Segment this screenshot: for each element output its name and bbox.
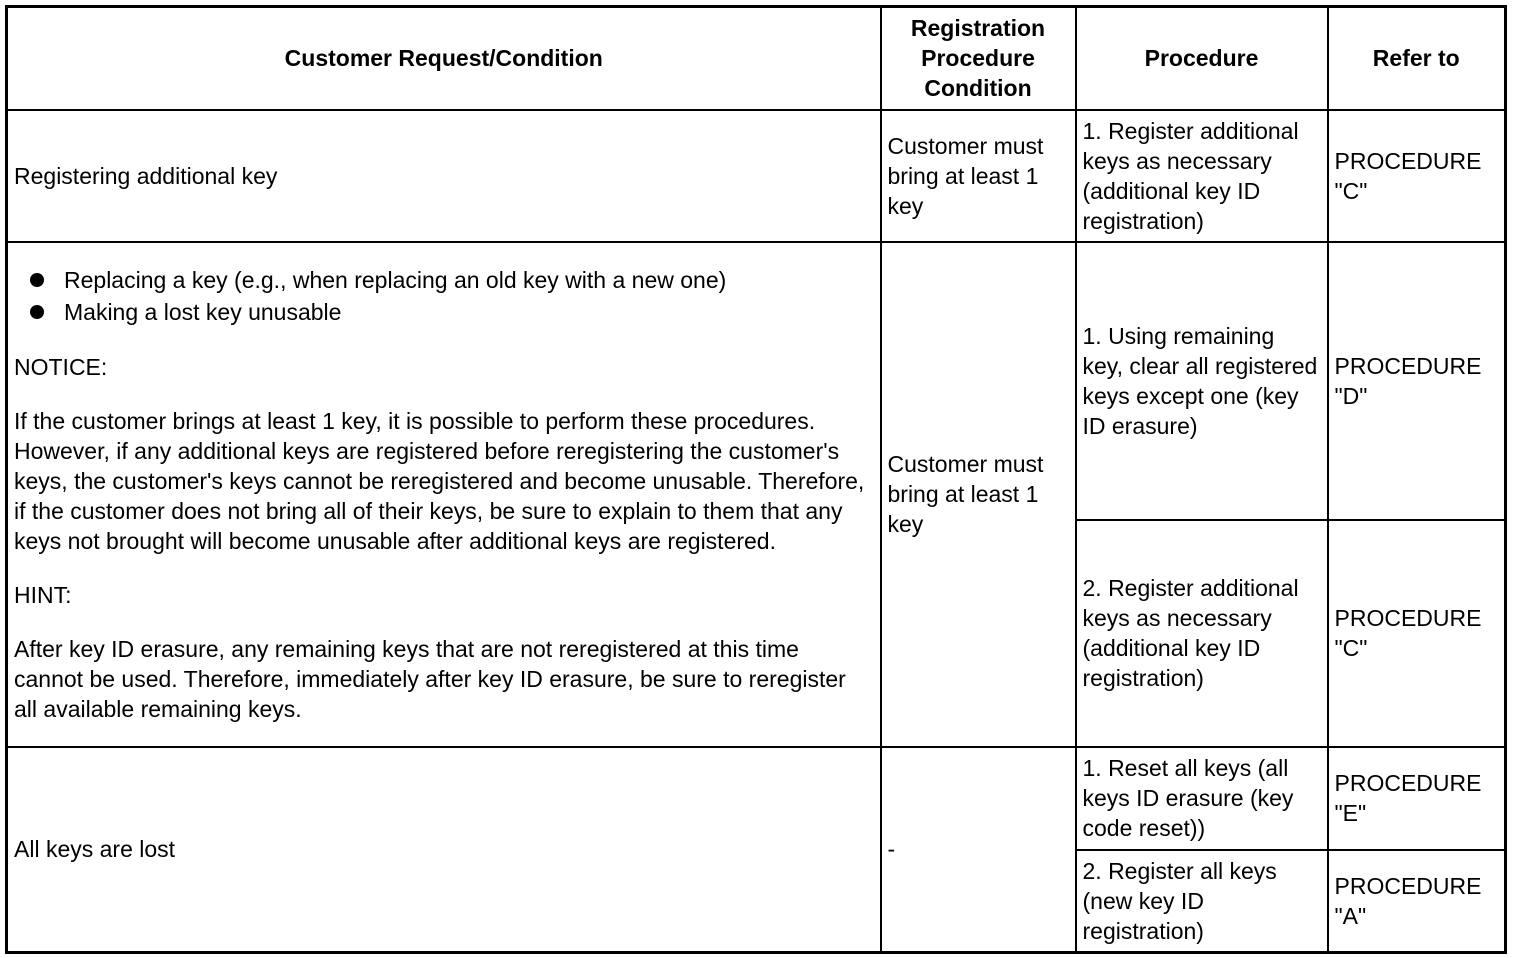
table-row — [7, 110, 1506, 242]
request-bullet-list — [14, 264, 874, 328]
header-row — [7, 7, 1506, 110]
refer-cell: PROCEDURE "C" — [1328, 520, 1506, 747]
refer-cell: PROCEDURE "C" — [1328, 110, 1506, 242]
header-customer-request: Customer Request/Condition — [7, 7, 881, 110]
bullet-icon — [30, 273, 44, 287]
bullet-text: Replacing a key (e.g., when replacing an old key with a new one) — [64, 267, 727, 293]
header-refer-to: Refer to — [1328, 7, 1506, 110]
key-registration-procedure-table — [5, 5, 1507, 954]
notice-text: If the customer brings at least 1 key, it is possible to perform these procedures. However, if any additional keys are registered before reregistering the customer's keys, the customer's keys cannot be reregistered and become unusable. Therefore, if the customer does not bring all of their keys, be sure to explain to them that any keys not brought will become unusable after additional keys are registered. — [14, 408, 865, 554]
table-row — [7, 242, 1506, 520]
procedure-cell: 1. Reset all keys (all keys ID erasure (key code reset)) — [1076, 747, 1328, 850]
header-registration-condition: Registration Procedure Condition — [881, 7, 1076, 110]
request-cell — [7, 242, 881, 747]
procedure-cell: 2. Register all keys (new key ID registration) — [1076, 850, 1328, 953]
hint-text: After key ID erasure, any remaining keys that are not reregistered at this time cannot be used. Therefore, immediately after key ID erasure, be sure to reregister all available remaining keys. — [14, 636, 846, 722]
hint-label: HINT: — [14, 582, 72, 608]
header-procedure: Procedure — [1076, 7, 1328, 110]
notice-label: NOTICE: — [14, 354, 108, 380]
procedure-cell: 2. Register additional keys as necessary (additional key ID registration) — [1076, 520, 1328, 747]
refer-cell: PROCEDURE "D" — [1328, 242, 1506, 520]
list-item — [30, 264, 874, 296]
refer-cell: PROCEDURE "A" — [1328, 850, 1506, 953]
bullet-icon — [30, 305, 44, 319]
condition-cell: - — [881, 747, 1076, 953]
bullet-text: Making a lost key unusable — [64, 299, 342, 325]
procedure-cell: 1. Using remaining key, clear all registered keys except one (key ID erasure) — [1076, 242, 1328, 520]
condition-cell: Customer must bring at least 1 key — [881, 242, 1076, 747]
refer-cell: PROCEDURE "E" — [1328, 747, 1506, 850]
condition-cell: Customer must bring at least 1 key — [881, 110, 1076, 242]
list-item — [30, 296, 874, 328]
table-row — [7, 747, 1506, 850]
request-cell: All keys are lost — [7, 747, 881, 953]
request-cell: Registering additional key — [7, 110, 881, 242]
procedure-cell: 1. Register additional keys as necessary (additional key ID registration) — [1076, 110, 1328, 242]
